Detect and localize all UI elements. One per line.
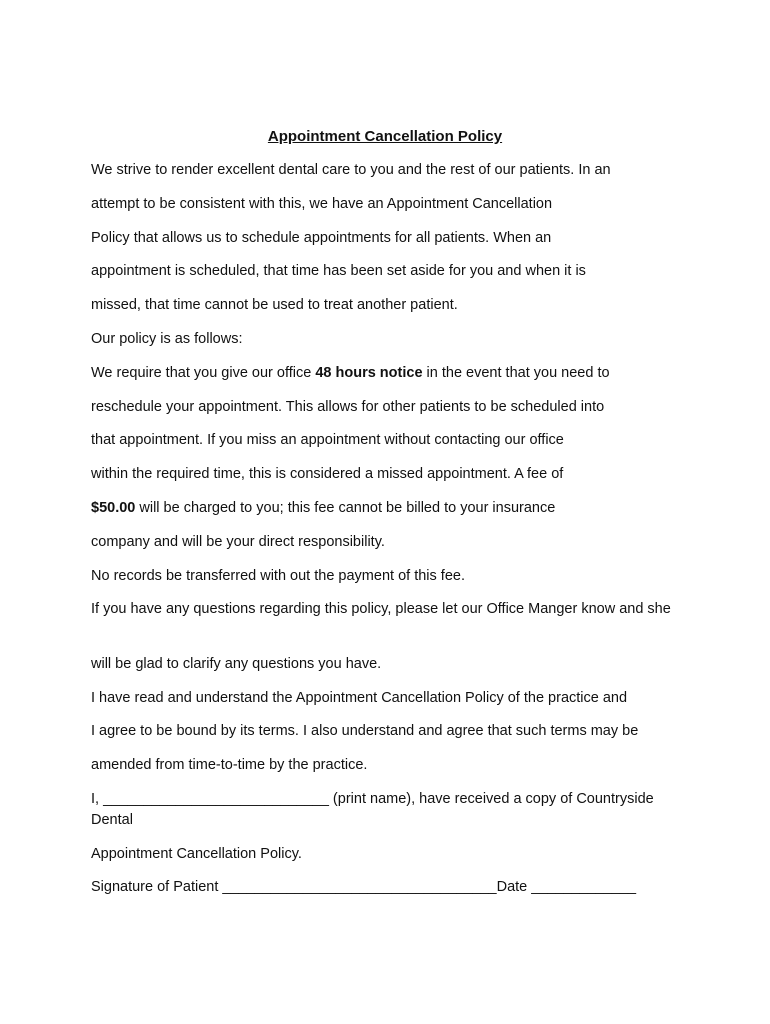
acknowledgement-suffix: (print name), have received a copy of Countryside Dental xyxy=(91,791,654,828)
intro-line-2: attempt to be consistent with this, we have an Appointment Cancellation xyxy=(91,196,553,212)
acknowledgement-line-2: Appointment Cancellation Policy. xyxy=(91,846,302,862)
intro-line-4: appointment is scheduled, that time has been set aside for you and when it is xyxy=(91,263,586,279)
agreement-line-2: I agree to be bound by its terms. I also understand and agree that such terms may be xyxy=(91,723,639,739)
signature-line xyxy=(91,877,691,898)
intro-line-3: Policy that allows us to schedule appointments for all patients. When an xyxy=(91,230,552,246)
policy-line-5-end: will be charged to you; this fee cannot be billed to your insurance xyxy=(135,500,556,516)
intro-line-1: We strive to render excellent dental care to you and the rest of our patients. In an xyxy=(91,162,611,178)
policy-line-6: company and will be your direct responsibility. xyxy=(91,534,385,550)
page-title: Appointment Cancellation Policy xyxy=(267,128,503,145)
agreement-line-1: I have read and understand the Appointment Cancellation Policy of the practice and xyxy=(91,690,628,706)
acknowledgement-line-1 xyxy=(91,789,681,831)
intro-line-5: missed, that time cannot be used to treat another patient. xyxy=(91,297,458,313)
date-label: Date xyxy=(496,879,532,895)
date-field[interactable]: _____________ xyxy=(531,879,637,895)
questions-line-2: will be glad to clarify any questions you have. xyxy=(91,656,382,672)
policy-line-1-start: We require that you give our office xyxy=(91,365,316,381)
signature-field[interactable]: __________________________________ xyxy=(222,879,497,895)
policy-line-1 xyxy=(91,363,691,384)
acknowledgement-prefix: I, xyxy=(91,791,104,807)
print-name-field[interactable]: ____________________________ xyxy=(103,791,329,807)
signature-label: Signature of Patient xyxy=(91,879,223,895)
policy-line-1-end: in the event that you need to xyxy=(422,365,610,381)
policy-line-5 xyxy=(91,498,691,519)
questions-line-1: If you have any questions regarding this policy, please let our Office Manger know and she xyxy=(91,601,671,617)
agreement-line-3: amended from time-to-time by the practice. xyxy=(91,757,368,773)
policy-line-3: that appointment. If you miss an appointment without contacting our office xyxy=(91,432,564,448)
notice-emphasis: 48 hours notice xyxy=(315,365,423,381)
fee-emphasis: $50.00 xyxy=(91,500,136,516)
policy-line-4: within the required time, this is considered a missed appointment. A fee of xyxy=(91,466,564,482)
records-line: No records be transferred with out the payment of this fee. xyxy=(91,568,465,584)
policy-line-2: reschedule your appointment. This allows for other patients to be scheduled into xyxy=(91,399,605,415)
policy-heading: Our policy is as follows: xyxy=(91,331,243,347)
